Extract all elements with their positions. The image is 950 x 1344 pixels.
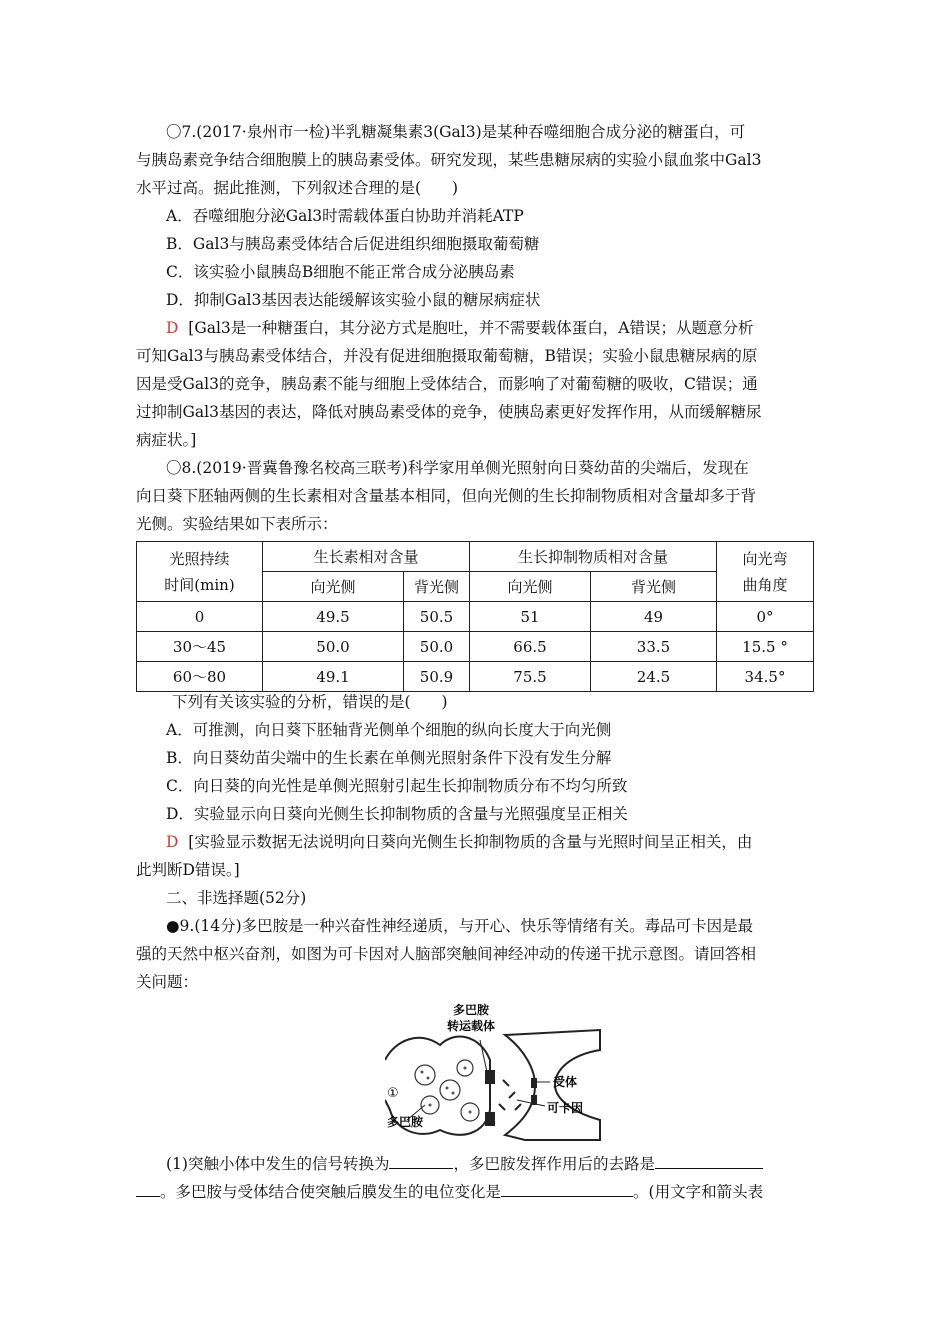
q8-explanation-line2: 此判断D错误。] [136,861,240,879]
table-cell: 51 [470,602,591,632]
label-receptor: 受体 [553,1075,578,1089]
header-bend-line2: 曲角度 [742,575,788,594]
table-cell: 49.5 [263,602,404,632]
table-cell: 60～80 [137,662,263,692]
q7-stem-line3: 水平过高。据此推测，下列叙述合理的是( ) [136,179,459,197]
table-cell: 66.5 [470,632,591,662]
table-cell: 0 [137,602,263,632]
q8-stem-line2: 向日葵下胚轴两侧的生长素相对含量基本相同，但向光侧的生长抑制物质相对含量却多于背 [136,487,757,505]
transporter-mark [485,1112,495,1126]
label-transporter-1: 多巴胺 [453,1003,490,1017]
subheader-inhibitor-light: 向光侧 [470,572,591,602]
synapse-diagram [385,1000,605,1150]
table-cell: 50.5 [404,602,470,632]
q8-explanation-line1 [166,832,752,852]
header-bend-line1: 向光弯 [742,549,788,568]
q8-stem-line3: 光侧。实验结果如下表所示： [136,515,338,533]
table-cell: 34.5° [717,662,814,692]
q9-stem-line3: 关问题： [136,973,199,991]
q8-stem-line1: 〇8.(2019·晋冀鲁豫名校高三联考)科学家用单侧光照射向日葵幼苗的尖端后，发现在 [166,459,749,477]
table-cell: 75.5 [470,662,591,692]
q9-sub1-part-c: 。多巴胺与受体结合使突触后膜发生的电位变化是 [160,1183,502,1201]
q7-answer: D [166,319,179,337]
q7-explanation-line2: 可知Gal3与胰岛素受体结合，并没有促进细胞摄取葡萄糖，B错误；实验小鼠患糖尿病的原 [136,347,758,365]
answer-blank[interactable] [136,1182,160,1197]
label-transporter-2: 转运载体 [447,1019,496,1033]
q7-stem-line2: 与胰岛素竞争结合细胞膜上的胰岛素受体。研究发现，某些患糖尿病的实验小鼠血浆中Gal3 [136,151,762,169]
q9-sub1-part-a: (1)突触小体中发生的信号转换为 [166,1155,390,1173]
cocaine-molecules [499,1080,521,1110]
section-heading: 二、非选择题(52分) [166,889,307,907]
q9-sub1-line1 [166,1154,763,1174]
q7-option-c: C．该实验小鼠胰岛B细胞不能正常合成分泌胰岛素 [166,263,515,281]
leader-line [480,1040,487,1072]
q9-sub1-line2 [136,1182,763,1202]
table-cell: 33.5 [591,632,717,662]
table-cell: 15.5 ° [717,632,814,662]
label-one: ① [387,1086,399,1101]
q7-stem-line1: 〇7.(2017·泉州市一检)半乳糖凝集素3(Gal3)是某种吞噬细胞合成分泌的糖蛋白，可 [166,123,746,141]
header-time-line2: 时间(min) [164,575,235,594]
table-row [137,662,814,692]
q9-sub1-part-b: ，多巴胺发挥作用后的去路是 [453,1155,655,1173]
subheader-inhibitor-back: 背光侧 [591,572,717,602]
header-time [137,542,263,602]
q8-option-b: B．向日葵幼苗尖端中的生长素在单侧光照射条件下没有发生分解 [166,749,612,767]
table-cell: 50.9 [404,662,470,692]
q7-option-a: A．吞噬细胞分泌Gal3时需载体蛋白协助并消耗ATP [166,207,524,225]
q8-option-a: A．可推测，向日葵下胚轴背光侧单个细胞的纵向长度大于向光侧 [166,721,612,739]
q8-answer: D [166,833,179,851]
table-row [137,602,814,632]
label-cocaine: 可卡因 [547,1101,584,1115]
q9-sub1-part-d: 。(用文字和箭头表 [633,1183,764,1201]
table-row [137,632,814,662]
q7-explanation-line4: 过抑制Gal3基因的表达，降低对胰岛素受体的竞争，使胰岛素更好发挥作用，从而缓解糖尿 [136,403,762,421]
label-dopamine: 多巴胺 [387,1115,424,1129]
q7-option-b: B．Gal3与胰岛素受体结合后促进组织细胞摄取葡萄糖 [166,235,540,253]
subheader-auxin-light: 向光侧 [263,572,404,602]
q8-question: 下列有关该实验的分析，错误的是( ) [172,693,448,711]
table-cell: 30～45 [137,632,263,662]
header-time-line1: 光照持续 [169,549,230,568]
q7-option-d: D．抑制Gal3基因表达能缓解该实验小鼠的糖尿病症状 [166,291,541,309]
q7-explanation-line1 [166,318,753,338]
experiment-table [136,541,814,692]
q8-option-c: C．向日葵的向光性是单侧光照射引起生长抑制物质分布不均匀所致 [166,777,628,795]
q9-stem-line1: ●9.(14分)多巴胺是一种兴奋性神经递质，与开心、快乐等情绪有关。毒品可卡因是最 [166,917,754,935]
answer-blank[interactable] [501,1182,633,1197]
answer-blank[interactable] [655,1154,763,1169]
table-cell: 49.1 [263,662,404,692]
header-bend-angle [717,542,814,602]
q7-explanation-line5: 病症状。] [136,431,197,449]
q8-option-d: D．实验显示向日葵向光侧生长抑制物质的含量与光照强度呈正相关 [166,805,628,823]
q9-stem-line2: 强的天然中枢兴奋剂，如图为可卡因对人脑部突触间神经冲动的传递干扰示意图。请回答相 [136,945,757,963]
header-inhibitor: 生长抑制物质相对含量 [470,542,717,572]
transporter-mark [485,1070,495,1084]
q7-explanation-text: [Gal3是一种糖蛋白，其分泌方式是胞吐，并不需要载体蛋白，A错误；从题意分析 [188,319,754,337]
receptor-mark [531,1078,537,1088]
table-cell: 50.0 [404,632,470,662]
q7-explanation-line3: 因是受Gal3的竞争，胰岛素不能与细胞上受体结合，而影响了对葡萄糖的吸收，C错误；通 [136,375,758,393]
subheader-auxin-back: 背光侧 [404,572,470,602]
table-cell: 24.5 [591,662,717,692]
table-cell: 50.0 [263,632,404,662]
q8-explanation-text: [实验显示数据无法说明向日葵向光侧生长抑制物质的含量与光照时间呈正相关，由 [188,833,753,851]
table-cell: 49 [591,602,717,632]
table-cell: 0° [717,602,814,632]
header-auxin: 生长素相对含量 [263,542,470,572]
answer-blank[interactable] [389,1154,453,1169]
